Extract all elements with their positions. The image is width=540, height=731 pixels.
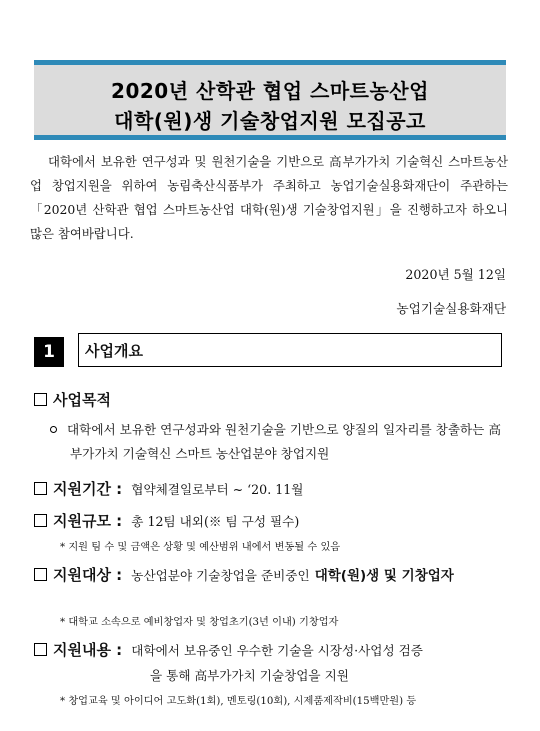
purpose-item xyxy=(34,389,111,410)
checkbox-square-icon xyxy=(34,514,47,527)
circle-bullet-icon xyxy=(50,426,57,433)
checkbox-square-icon xyxy=(34,643,47,656)
title-line-2: 대학(원)생 기술창업지원 모집공고 xyxy=(114,109,426,133)
purpose-detail-text: 대학에서 보유한 연구성과와 원천기술을 기반으로 양질의 일자리를 창출하는 高부가가치 기술혁신 스마트 농산업분야 창업지원 xyxy=(67,422,501,461)
target-value-bold: 대학(원)생 및 기창업자 xyxy=(314,568,454,584)
section-title: 사업개요 xyxy=(85,342,143,360)
section-title-box xyxy=(78,333,502,367)
scale-note: * 지원 팀 수 및 금액은 상황 및 예산범위 내에서 변동될 수 있음 xyxy=(60,542,341,553)
checkbox-square-icon xyxy=(34,393,47,406)
intro-text: 대학에서 보유한 연구성과 및 원천기술을 기반으로 高부가가치 기술혁신 스마트농산업 창업지원을 위하여 농림축산식품부가 주최하고 농업기술실용화재단이 주관하는 「2020년 산학관 협업 스마트농산업 대학(원)생 기술창업지원」을 진행하고자 하오니 많은 참여바랍니다. xyxy=(30,154,508,241)
notice-date: 2020년 5월 12일 xyxy=(405,267,506,282)
title-banner xyxy=(34,60,506,140)
organization-name: 농업기술실용화재단 xyxy=(396,301,506,316)
section-number: 1 xyxy=(34,337,64,367)
scale-item xyxy=(34,510,299,531)
intro-paragraph xyxy=(30,150,508,246)
scale-heading: 지원규모 : xyxy=(53,512,123,530)
content-note: * 창업교육 및 아이디어 고도화(1회), 멘토링(10회), 시제품제작비(15백만원) 등 xyxy=(60,696,417,707)
target-note: * 대학교 소속으로 예비창업자 및 창업초기(3년 이내) 기창업자 xyxy=(60,617,339,628)
scale-value: 총 12팀 내외(※ 팀 구성 필수) xyxy=(131,514,300,529)
target-item xyxy=(34,563,510,588)
target-heading: 지원대상 : xyxy=(53,566,123,584)
purpose-heading: 사업목적 xyxy=(53,391,111,409)
content-heading: 지원내용 : xyxy=(53,641,123,659)
period-value: 협약체결일로부터 ~ ‘20. 11월 xyxy=(131,482,304,497)
checkbox-square-icon xyxy=(34,568,47,581)
period-item xyxy=(34,478,303,499)
purpose-detail xyxy=(50,418,508,466)
target-value: 농산업분야 기술창업을 준비중인 xyxy=(131,568,310,583)
period-heading: 지원기간 : xyxy=(53,480,123,498)
content-value-line2: 을 통해 高부가가치 기술창업을 지원 xyxy=(150,668,349,683)
content-item xyxy=(34,639,423,660)
content-value-line1: 대학에서 보유중인 우수한 기술을 시장성·사업성 검증 xyxy=(131,643,423,658)
checkbox-square-icon xyxy=(34,482,47,495)
title-line-1: 2020년 산학관 협업 스마트농산업 xyxy=(111,79,429,103)
